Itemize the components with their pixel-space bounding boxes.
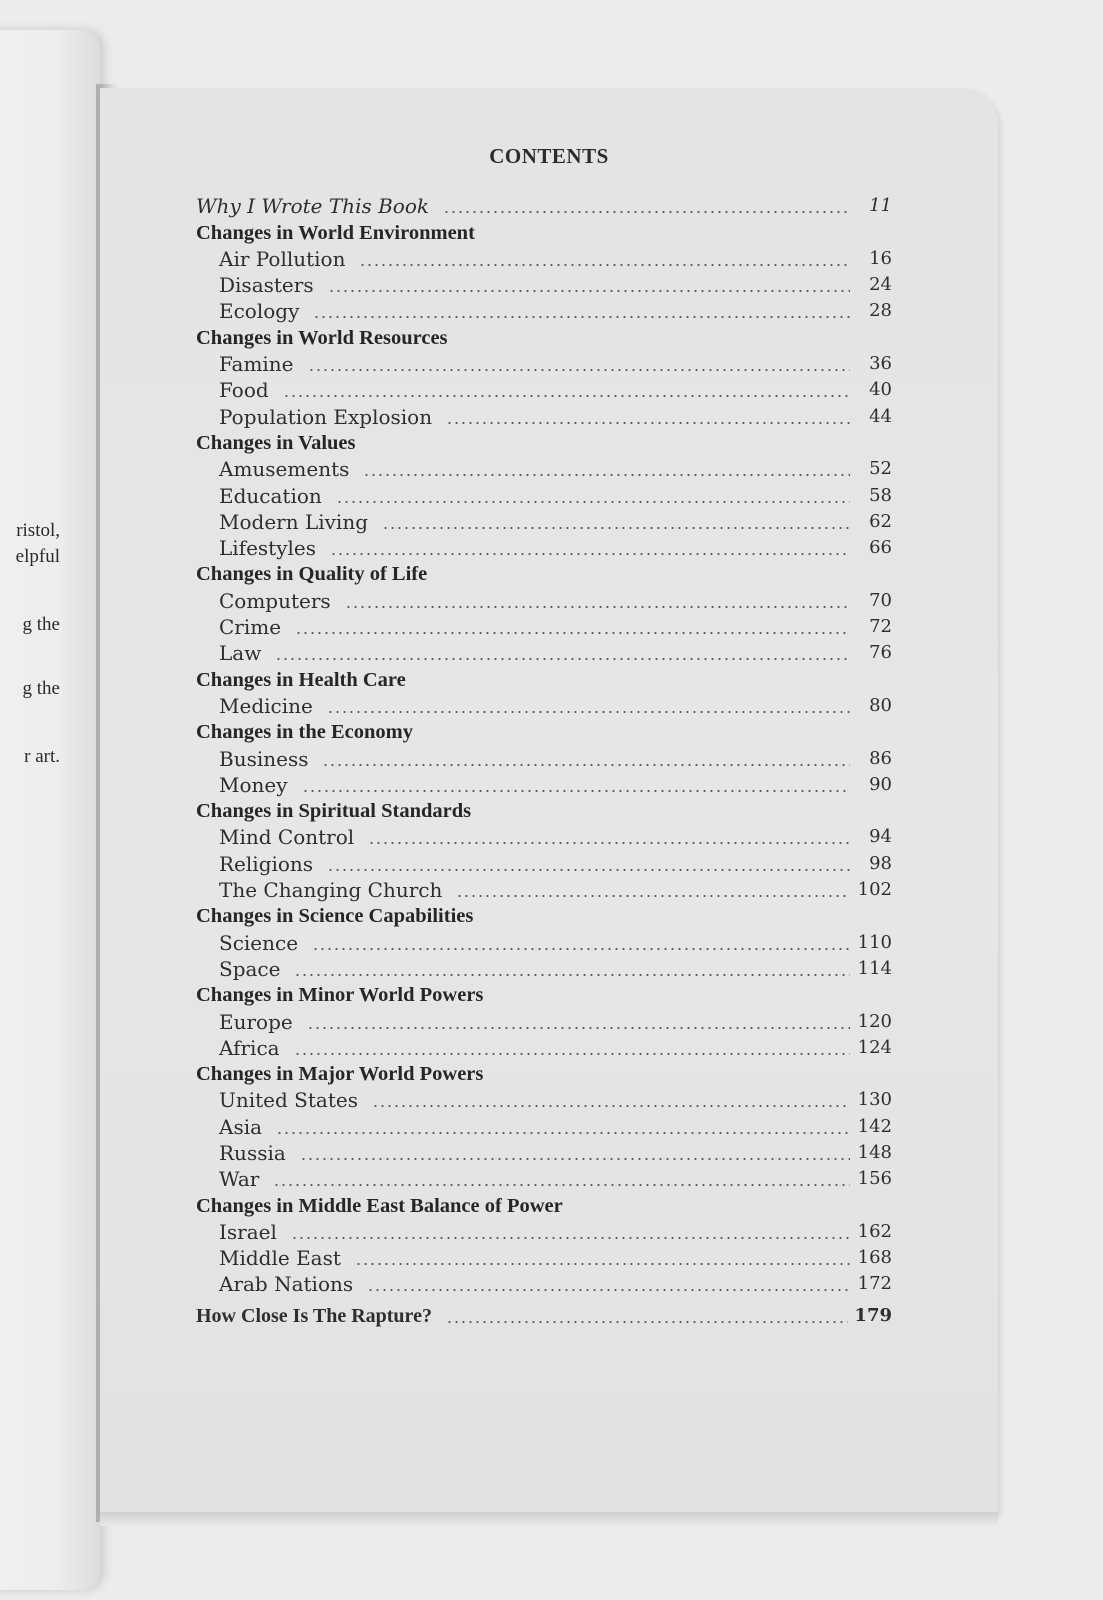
- dot-leader: [327, 711, 850, 713]
- toc-entry: [196, 1033, 892, 1059]
- toc-entry: [196, 1085, 892, 1111]
- toc-section-heading: [196, 322, 892, 348]
- toc-label: Middle East: [219, 1246, 341, 1271]
- toc-entry: [196, 743, 892, 769]
- toc-entry: [196, 480, 892, 506]
- toc-page-number: 52: [869, 458, 892, 480]
- toc-label: Business: [219, 746, 309, 771]
- dot-leader: [363, 474, 850, 476]
- toc-label: Changes in the Economy: [196, 721, 413, 744]
- left-page-text-fragment: g the: [22, 614, 60, 635]
- toc-label: Medicine: [219, 693, 313, 718]
- toc-page-number: 168: [857, 1247, 892, 1269]
- toc-label: Air Pollution: [219, 246, 346, 271]
- toc-label: Mind Control: [219, 825, 355, 850]
- dot-leader: [443, 211, 850, 213]
- toc-page-number: 120: [857, 1010, 892, 1032]
- toc-entry: [196, 1006, 892, 1032]
- toc-page-number: 124: [857, 1036, 892, 1058]
- dot-leader: [322, 764, 850, 766]
- toc-label: Israel: [219, 1219, 277, 1244]
- toc-label: Asia: [219, 1114, 263, 1139]
- toc-label: War: [219, 1167, 260, 1192]
- toc-label: Russia: [219, 1140, 286, 1165]
- dot-leader: [328, 290, 850, 292]
- toc-page-number: 36: [869, 353, 892, 375]
- toc-label: Crime: [219, 615, 282, 640]
- toc-page-number: 90: [869, 773, 892, 795]
- toc-label: Changes in Values: [196, 431, 356, 454]
- toc-page-number: 66: [869, 537, 892, 559]
- dot-leader: [336, 501, 850, 503]
- toc-page-number: 28: [869, 300, 892, 322]
- toc-entry: [196, 454, 892, 480]
- toc-label: Changes in Middle East Balance of Power: [196, 1194, 563, 1217]
- toc-label: How Close Is The Rapture?: [196, 1304, 432, 1327]
- dot-leader: [359, 264, 850, 266]
- toc-page-number: 44: [869, 405, 892, 427]
- toc-section-heading: [196, 1190, 892, 1216]
- dot-leader: [283, 395, 850, 397]
- toc-page-number: 58: [869, 484, 892, 506]
- toc-label: Religions: [219, 851, 314, 876]
- toc-section-heading: [196, 980, 892, 1006]
- toc-label: Arab Nations: [219, 1272, 354, 1297]
- toc-section-heading: [196, 717, 892, 743]
- toc-section-heading: [196, 664, 892, 690]
- toc-section-heading: [196, 559, 892, 585]
- toc-page-number: 76: [869, 642, 892, 664]
- dot-leader: [446, 1321, 848, 1323]
- dot-leader: [456, 895, 850, 897]
- toc-label: Education: [219, 483, 322, 508]
- toc-page-number: 62: [869, 510, 892, 532]
- dot-leader: [300, 1158, 850, 1160]
- dot-leader: [355, 1263, 850, 1265]
- left-page-text-fragment: g the: [22, 678, 60, 699]
- toc-page-number: 80: [869, 694, 892, 716]
- toc-entry: [196, 612, 892, 638]
- toc-page-number: 110: [857, 931, 892, 953]
- dot-leader: [294, 974, 850, 976]
- toc-entry: [196, 1243, 892, 1269]
- toc-label: Changes in Science Capabilities: [196, 905, 474, 928]
- dot-leader: [382, 527, 850, 529]
- dot-leader: [345, 606, 850, 608]
- toc-entry: [196, 585, 892, 611]
- toc-page-number: 11: [869, 195, 892, 217]
- toc-label: Lifestyles: [219, 536, 317, 561]
- dot-leader: [327, 869, 850, 871]
- dot-leader: [313, 316, 850, 318]
- toc-page-number: 24: [869, 274, 892, 296]
- contents-page: [100, 88, 998, 1514]
- dot-leader: [446, 422, 850, 424]
- toc-label: Changes in Spiritual Standards: [196, 800, 472, 823]
- page-bottom-edge: [100, 1512, 998, 1526]
- toc-section-heading: [196, 428, 892, 454]
- toc-entry: [196, 349, 892, 375]
- toc-section-heading: [196, 796, 892, 822]
- toc-entry: [196, 270, 892, 296]
- toc-label: Changes in Major World Powers: [196, 1063, 484, 1086]
- toc-page-number: 148: [857, 1141, 892, 1163]
- left-page-text-fragment: r art.: [24, 746, 60, 767]
- dot-leader: [307, 1027, 850, 1029]
- toc-label: Amusements: [219, 457, 350, 482]
- toc-entry: [196, 848, 892, 874]
- dot-leader: [372, 1105, 850, 1107]
- page-title: CONTENTS: [489, 144, 609, 168]
- toc-page-number: 130: [857, 1089, 892, 1111]
- toc-page-number: 72: [869, 616, 892, 638]
- toc-label: Famine: [219, 352, 294, 377]
- toc-entry: [196, 1138, 892, 1164]
- toc-page-number: 98: [869, 852, 892, 874]
- toc-entry: [196, 507, 892, 533]
- toc-entry: [196, 1164, 892, 1190]
- toc-label: Changes in World Resources: [196, 326, 448, 349]
- toc-label: Changes in Health Care: [196, 668, 406, 691]
- toc-entry: [196, 770, 892, 796]
- toc-section-heading: [196, 1059, 892, 1085]
- toc-page-number: 70: [869, 589, 892, 611]
- toc-entry: [196, 1300, 892, 1326]
- dot-leader: [308, 369, 850, 371]
- toc-entry: [196, 1217, 892, 1243]
- toc-page-number: 86: [869, 747, 892, 769]
- toc-label: Money: [219, 772, 288, 797]
- table-of-contents: [196, 191, 892, 1327]
- toc-page-number: 102: [857, 879, 892, 901]
- toc-page-number: 172: [857, 1273, 892, 1295]
- dot-leader: [330, 553, 850, 555]
- toc-section-heading: [196, 901, 892, 927]
- toc-label: The Changing Church: [219, 878, 443, 903]
- toc-label: Population Explosion: [219, 404, 433, 429]
- dot-leader: [295, 632, 850, 634]
- toc-label: Computers: [219, 588, 331, 613]
- left-page: [0, 30, 100, 1590]
- toc-entry: [196, 691, 892, 717]
- toc-page-number: 40: [869, 379, 892, 401]
- left-page-text-fragment: elpful: [15, 546, 60, 567]
- toc-entry: [196, 401, 892, 427]
- left-page-text-fragment: ristol,: [16, 520, 60, 541]
- dot-leader: [291, 1237, 850, 1239]
- dot-leader: [276, 1132, 850, 1134]
- dot-leader: [302, 790, 850, 792]
- toc-page-number: 162: [857, 1220, 892, 1242]
- dot-leader: [273, 1184, 850, 1186]
- toc-label: Africa: [219, 1035, 280, 1060]
- toc-entry: [196, 1269, 892, 1295]
- toc-page-number: 94: [869, 826, 892, 848]
- toc-section-heading: [196, 217, 892, 243]
- dot-leader: [367, 1289, 850, 1291]
- toc-entry: [196, 927, 892, 953]
- toc-label: Why I Wrote This Book: [196, 194, 429, 219]
- toc-label: Changes in Quality of Life: [196, 563, 428, 586]
- toc-entry: [196, 533, 892, 559]
- toc-page-number: 114: [857, 957, 892, 979]
- toc-entry: [196, 638, 892, 664]
- toc-entry: [196, 875, 892, 901]
- toc-label: Law: [219, 641, 262, 666]
- toc-entry: [196, 1111, 892, 1137]
- toc-entry: [196, 244, 892, 270]
- toc-page-number: 156: [857, 1168, 892, 1190]
- dot-leader: [312, 948, 850, 950]
- dot-leader: [275, 658, 850, 660]
- toc-page-number: 179: [854, 1304, 892, 1326]
- toc-label: Changes in World Environment: [196, 221, 475, 244]
- toc-label: Ecology: [219, 299, 300, 324]
- toc-entry: [196, 822, 892, 848]
- toc-label: Food: [219, 378, 269, 403]
- toc-label: Disasters: [219, 273, 314, 298]
- toc-label: United States: [219, 1088, 358, 1113]
- toc-label: Changes in Minor World Powers: [196, 984, 484, 1007]
- toc-label: Europe: [219, 1009, 293, 1034]
- toc-label: Space: [219, 956, 281, 981]
- toc-entry: [196, 191, 892, 217]
- toc-entry: [196, 296, 892, 322]
- dot-leader: [294, 1053, 850, 1055]
- toc-label: Science: [219, 930, 299, 955]
- dot-leader: [368, 842, 850, 844]
- toc-page-number: 142: [857, 1115, 892, 1137]
- toc-entry: [196, 954, 892, 980]
- toc-label: Modern Living: [219, 509, 369, 534]
- toc-page-number: 16: [869, 247, 892, 269]
- toc-entry: [196, 375, 892, 401]
